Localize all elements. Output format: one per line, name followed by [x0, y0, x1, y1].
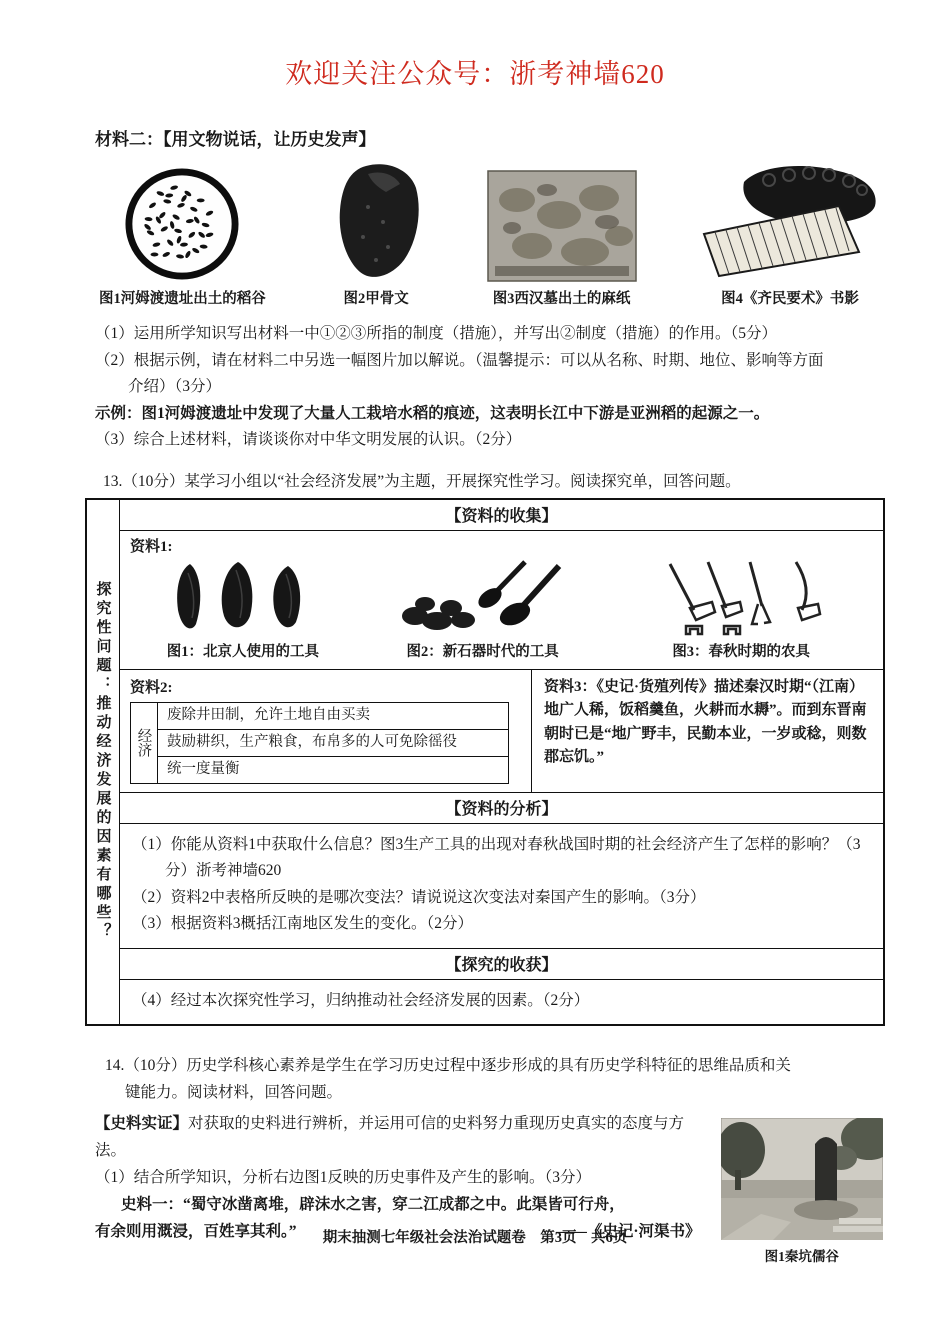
page-footer: 期末抽测七年级社会法治试题卷 第3页 共6页	[322, 1230, 628, 1246]
shiliao-label: 【史料实证】	[95, 1114, 189, 1132]
spring-autumn-farm-tools-image	[646, 558, 836, 636]
inquiry-question-label: 探究性问题：推动经济发展的因素有哪些？	[94, 581, 111, 942]
analysis-header: 【资料的分析】	[120, 793, 883, 824]
qin-pit-caption: 图1秦坑儒谷	[764, 1248, 839, 1264]
collect-header: 【资料的收集】	[120, 500, 883, 531]
harvest-header: 【探究的收获】	[120, 949, 883, 980]
figure-qimin-yaoshu	[699, 164, 881, 308]
ziliao3-cell: 资料3：《史记·货殖列传》描述秦汉时期“（江南）地广人稀，饭稻羹鱼，火耕而水耨”。而到东晋南朝时已是“地广野丰，民勤本业，一岁或稔，则数郡忘饥。”	[544, 678, 867, 765]
economy-row-3: 统一度量衡	[167, 760, 240, 777]
page-header: 欢迎关注公众号：浙考神墙620	[285, 59, 665, 89]
ziliao2-ziliao3-row	[120, 670, 883, 793]
ziliao1-row	[120, 531, 883, 670]
analysis-question-1: （1）你能从资料1中获取什么信息？图3生产工具的出现对春秋战国时期的社会经济产生了怎样的影响？（3分）浙考神墙620	[132, 835, 861, 879]
example-line: 示例：图1河姆渡遗址中发现了大量人工栽培水稻的痕迹，这表明长江中下游是亚洲稻的起源之一。	[95, 404, 770, 422]
figure-hemp-paper	[487, 170, 637, 308]
ziliao1-figures	[130, 558, 873, 661]
ziliao1-caption-3: 图3：春秋时期的农具	[672, 643, 811, 660]
question-2: （2）根据示例，请在材料二中另选一幅图片加以解说。（温馨提示：可以从名称、时期、地位、影响等方面介绍）（3分）	[95, 351, 824, 395]
material2-heading: 材料二：【用文物说话，让历史发声】	[95, 130, 376, 149]
quote-text-1: “蜀守冰凿离堆，辟沫水之害，穿二江成都之中。此渠皆可行舟，	[183, 1195, 625, 1213]
question-3: （3）综合上述材料，请谈谈你对中华文明发展的认识。（2分）	[95, 431, 522, 448]
inquiry-main-column	[120, 500, 883, 1024]
shiliao-text: 对获取的史料进行辨析，并运用可信的史料努力重现历史真实的态度与方法。	[95, 1114, 685, 1159]
harvest-question: （4）经过本次探究性学习，归纳推动社会经济发展的因素。（2分）	[132, 991, 590, 1009]
qin-pit-valley-photo	[721, 1118, 883, 1240]
economy-rows	[158, 703, 508, 783]
rice-grains-image	[123, 166, 241, 282]
figure-caption: 图3西汉墓出土的麻纸	[492, 291, 631, 307]
inquiry-table	[85, 498, 885, 1026]
analysis-questions	[120, 824, 883, 949]
ziliao1-caption-1: 图1：北京人使用的工具	[166, 643, 320, 660]
figure-caption: 图2甲骨文	[343, 291, 409, 307]
quote-label: 史料一：	[121, 1195, 184, 1213]
analysis-question-3: （3）根据资料3概括江南地区发生的变化。（2分）	[132, 915, 474, 932]
ziliao1-caption-2: 图2：新石器时代的工具	[406, 643, 559, 660]
quote-line-1	[95, 1191, 705, 1218]
oracle-bone-image	[328, 162, 424, 282]
question-14-1: （1）结合所学知识，分析右边图1反映的历史事件及产生的影响。（3分）	[95, 1168, 592, 1186]
figure-neolithic-tools	[393, 558, 573, 661]
neolithic-tools-image	[393, 558, 573, 636]
ziliao1-label: 资料1:	[130, 538, 173, 555]
question-1: （1）运用所学知识写出材料一中①②③所指的制度（措施），并写出②制度（措施）的作用。（5分）	[95, 325, 778, 342]
question-14-stem: 14.（10分）历史学科核心素养是学生在学习历史过程中逐步形成的具有历史学科特征的思维品质和关键能力。阅读材料，回答问题。	[105, 1056, 791, 1101]
shiliao-paragraph	[95, 1110, 705, 1164]
quote-text-2: 有余则用溉浸，百姓享其利。”	[95, 1222, 297, 1240]
figure-peking-man-tools	[167, 558, 319, 661]
figure-rice-grains	[99, 166, 266, 308]
hemp-paper-image	[487, 170, 637, 282]
material2-questions	[95, 321, 835, 454]
figure-caption: 图1河姆渡遗址出土的稻谷	[99, 291, 266, 307]
economy-row-2: 鼓励耕织，生产粮食，布帛多的人可免除徭役	[158, 730, 508, 757]
material2-section	[95, 125, 885, 454]
inquiry-side-cell	[87, 500, 120, 1024]
peking-man-tools-image	[168, 558, 318, 636]
question-13-stem: 13.（10分）某学习小组以“社会经济发展”为主题，开展探究性学习。阅读探究单，回答问题。	[103, 472, 741, 490]
economy-table	[130, 702, 509, 784]
ziliao2-cell	[120, 670, 532, 792]
economy-row-1: 废除井田制，允许土地自由买卖	[158, 703, 508, 730]
figure-oracle-bone	[328, 162, 424, 308]
economy-row-header: 经济	[131, 703, 158, 783]
analysis-question-2: （2）资料2中表格所反映的是哪次变法？请说说这次变法对秦国产生的影响。（3分）	[132, 888, 706, 906]
quote-attribution: ——《史记·河渠书》	[555, 1222, 701, 1240]
figure-farm-tools	[646, 558, 836, 661]
qimin-yaoshu-book-image	[699, 164, 881, 282]
figure-caption: 图4《齐民要术》书影	[721, 291, 859, 307]
ziliao2-label: 资料2:	[130, 679, 173, 696]
material2-figures	[95, 156, 885, 308]
